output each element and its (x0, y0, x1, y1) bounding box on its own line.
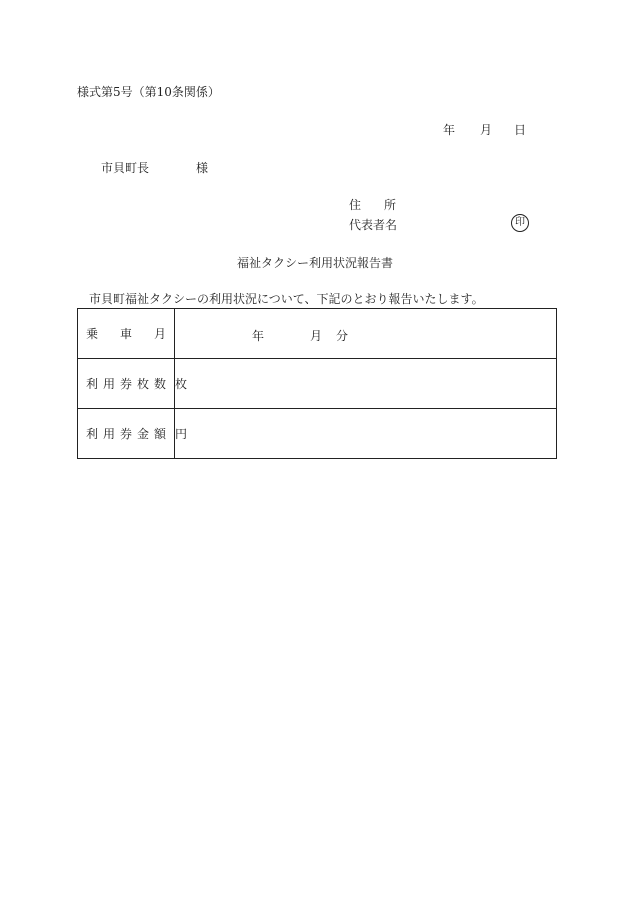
amount-unit: 円 (175, 427, 188, 441)
portion-suffix: 分 (336, 329, 349, 343)
count-unit: 枚 (175, 377, 188, 391)
addressee-name: 市貝町長 (101, 161, 150, 175)
ticket-count-value[interactable] (175, 359, 557, 409)
date-year-label: 年 (443, 123, 456, 137)
table-row (78, 359, 557, 409)
date-day-label: 日 (514, 123, 527, 137)
row-label-ticket-amount: 利 用 券 金 額 (86, 427, 166, 441)
month-suffix: 月 (310, 329, 323, 343)
row-label-ticket-count: 利 用 券 枚 数 (86, 377, 166, 391)
boarding-month-value[interactable] (175, 309, 557, 359)
ticket-amount-value[interactable] (175, 409, 557, 459)
row-label-boarding-month: 乗 車 月 (86, 327, 166, 341)
table-row (78, 309, 557, 359)
addressee-honorific: 様 (196, 161, 209, 175)
document-title: 福祉タクシー利用状況報告書 (237, 256, 394, 270)
form-number: 様式第5号（第10条関係） (77, 85, 220, 99)
table-row (78, 409, 557, 459)
intro-text: 市貝町福祉タクシーの利用状況について、下記のとおり報告いたします。 (89, 292, 484, 306)
seal-mark: 印 (511, 214, 529, 232)
address-label-1: 住 (349, 198, 362, 212)
report-table (77, 308, 557, 459)
date-month-label: 月 (480, 123, 493, 137)
year-suffix: 年 (252, 329, 265, 343)
address-label-2: 所 (384, 198, 397, 212)
representative-label: 代表者名 (349, 218, 398, 232)
